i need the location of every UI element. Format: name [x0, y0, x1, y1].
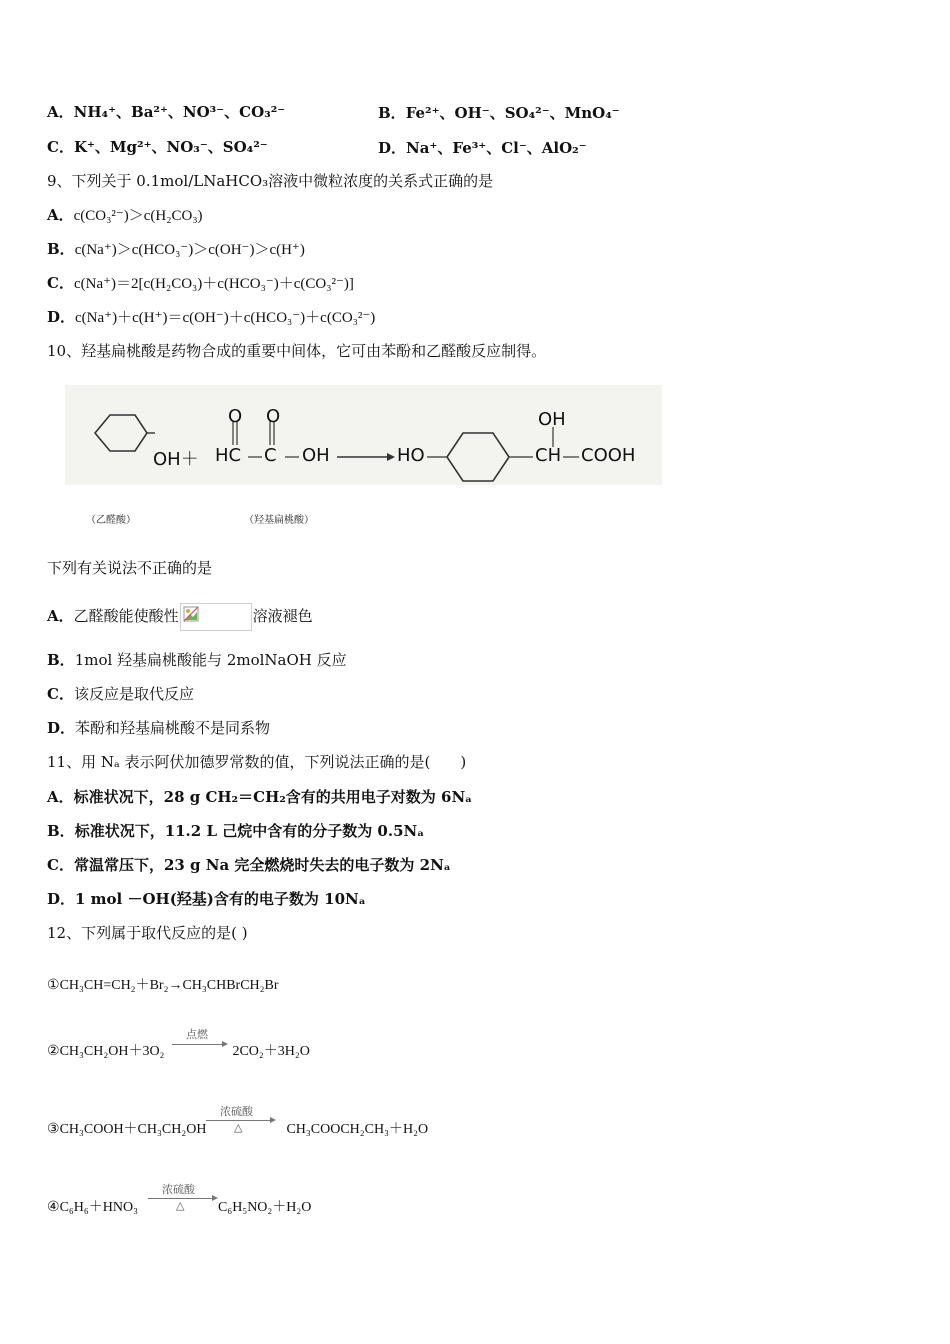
r4-right: C₆H₅NO₂＋H₂O [217, 1200, 312, 1215]
r3-left: CH₃COOH＋CH₃CH₂OH [59, 1122, 207, 1137]
r1-text: CH₃CH=CH₂＋Br₂→CH₃CHBrCH₂Br [59, 978, 279, 993]
reaction-hc: HC [215, 445, 242, 466]
q11-d-text: 1 mol －OH(羟基)含有的电子数为 10Nₐ [75, 890, 366, 908]
q11-a-text: 标准状况下，28 g CH₂＝CH₂含有的共用电子对数为 6Nₐ [73, 788, 473, 806]
r3-condition-bottom: △ [234, 1121, 243, 1134]
reaction-oh-plus: OH＋ [153, 449, 199, 470]
q8-d-label: D． [378, 139, 407, 157]
q9-option-b [47, 239, 305, 260]
q11-option-c [47, 855, 451, 875]
r4-condition-bottom: △ [176, 1199, 185, 1212]
q9-option-d [47, 307, 375, 328]
reaction-oh: OH [302, 445, 330, 466]
q10-a-label: A． [47, 607, 74, 625]
r2-num: ② [47, 1044, 60, 1059]
reaction-c: C [264, 445, 277, 466]
q9-c-label: C． [47, 274, 74, 292]
benzene-ring-phenol [95, 415, 147, 451]
r2-right: 2CO₂＋3H₂O [232, 1044, 310, 1059]
q8-a-label: A． [47, 103, 74, 121]
q9-a-text: c(CO₃²⁻)＞c(H₂CO₃) [73, 208, 203, 224]
q11-b-text: 标准状况下，11.2 L 己烷中含有的分子数为 0.5Nₐ [74, 822, 425, 840]
r4-left: C₆H₆＋HNO₃ [59, 1200, 138, 1215]
q8-b-text: Fe²⁺、OH⁻、SO₄²⁻、MnO₄⁻ [405, 104, 620, 122]
reaction-cooh: COOH [581, 445, 636, 466]
q10-b-label: B． [47, 651, 75, 669]
q11-stem: 11、用 Nₐ 表示阿伏加德罗常数的值，下列说法正确的是( ) [47, 753, 467, 771]
q11-d-label: D． [47, 890, 76, 908]
reaction-scheme [65, 385, 662, 485]
r2-condition: 点燃 [186, 1028, 208, 1041]
q8-a-text: NH₄⁺、Ba²⁺、NO³⁻、CO₃²⁻ [73, 103, 286, 121]
q8-option-d [378, 137, 587, 158]
q12-stem: 12、下列属于取代反应的是( ) [47, 924, 248, 942]
q10-option-c [47, 684, 194, 704]
q10-option-b [47, 650, 347, 670]
q11-a-label: A． [47, 788, 74, 806]
q12-reaction-2 [47, 1042, 310, 1062]
r3-right: CH₃COOCH₂CH₃＋H₂O [286, 1122, 429, 1137]
q9-a-label: A． [47, 206, 74, 224]
q12-reaction-1 [47, 976, 279, 996]
benzene-ring-product [447, 433, 509, 481]
q9-option-a [47, 205, 203, 226]
reaction-o2: O [266, 406, 281, 427]
caption-glyoxylic-acid: （乙醛酸） [86, 515, 136, 526]
reaction-o1: O [228, 406, 243, 427]
q10-option-d [47, 718, 270, 738]
q11-option-a [47, 787, 472, 807]
q11-option-d [47, 889, 366, 909]
q11-c-text: 常温常压下，23 g Na 完全燃烧时失去的电子数为 2Nₐ [73, 856, 451, 874]
q10-c-text: 该反应是取代反应 [73, 685, 194, 703]
broken-image-icon [180, 603, 252, 631]
r2-arrow [172, 1044, 224, 1045]
q10-intro: 下列有关说法不正确的是 [47, 559, 213, 577]
r3-arrowhead [270, 1117, 276, 1123]
q8-c-label: C． [47, 138, 74, 156]
r3-num: ③ [47, 1122, 60, 1137]
q10-d-label: D． [47, 719, 76, 737]
q9-c-text: c(Na⁺)＝2[c(H₂CO₃)＋c(HCO₃⁻)＋c(CO₃²⁻)] [73, 276, 354, 292]
q11-b-label: B． [47, 822, 75, 840]
q10-c-label: C． [47, 685, 74, 703]
q8-c-text: K⁺、Mg²⁺、NO₃⁻、SO₄²⁻ [73, 138, 268, 156]
r1-num: ① [47, 978, 60, 993]
caption-hydroxymandelic-acid: （羟基扁桃酸） [244, 515, 314, 526]
r2-left: CH₃CH₂OH＋3O₂ [59, 1044, 165, 1059]
q9-d-label: D． [47, 308, 76, 326]
q9-option-c [47, 273, 354, 294]
r2-arrowhead [222, 1041, 228, 1047]
r4-num: ④ [47, 1200, 60, 1215]
q8-b-label: B． [378, 104, 406, 122]
r3-condition-top: 浓硫酸 [220, 1105, 253, 1118]
r4-arrowhead [212, 1195, 218, 1201]
q9-stem: 9、下列关于 0.1mol/LNaHCO₃溶液中微粒浓度的关系式正确的是 [47, 172, 494, 190]
reaction-ho: HO [397, 445, 425, 466]
q8-option-b [378, 102, 620, 123]
q10-stem: 10、羟基扁桃酸是药物合成的重要中间体，它可由苯酚和乙醛酸反应制得。 [47, 342, 547, 360]
q8-option-a [47, 102, 285, 122]
q8-option-c [47, 137, 268, 157]
q9-d-text: c(Na⁺)＋c(H⁺)＝c(OH⁻)＋c(HCO₃⁻)＋c(CO₃²⁻) [75, 310, 376, 326]
q9-b-label: B． [47, 240, 75, 258]
r4-condition-top: 浓硫酸 [162, 1183, 195, 1196]
q10-a-text-after: 溶液褪色 [252, 607, 313, 625]
q11-c-label: C． [47, 856, 74, 874]
q10-b-text: 1mol 羟基扁桃酸能与 2molNaOH 反应 [74, 651, 347, 669]
q9-b-text: c(Na⁺)＞c(HCO₃⁻)＞c(OH⁻)＞c(H⁺) [74, 242, 305, 258]
q10-a-text-before: 乙醛酸能使酸性 [73, 607, 179, 625]
reaction-ch: CH [535, 445, 562, 466]
q10-d-text: 苯酚和羟基扁桃酸不是同系物 [75, 719, 271, 737]
reaction-oh-top: OH [538, 409, 566, 430]
q8-d-text: Na⁺、Fe³⁺、Cl⁻、AlO₂⁻ [406, 139, 587, 157]
q10-option-a [47, 603, 313, 631]
q11-option-b [47, 821, 424, 841]
